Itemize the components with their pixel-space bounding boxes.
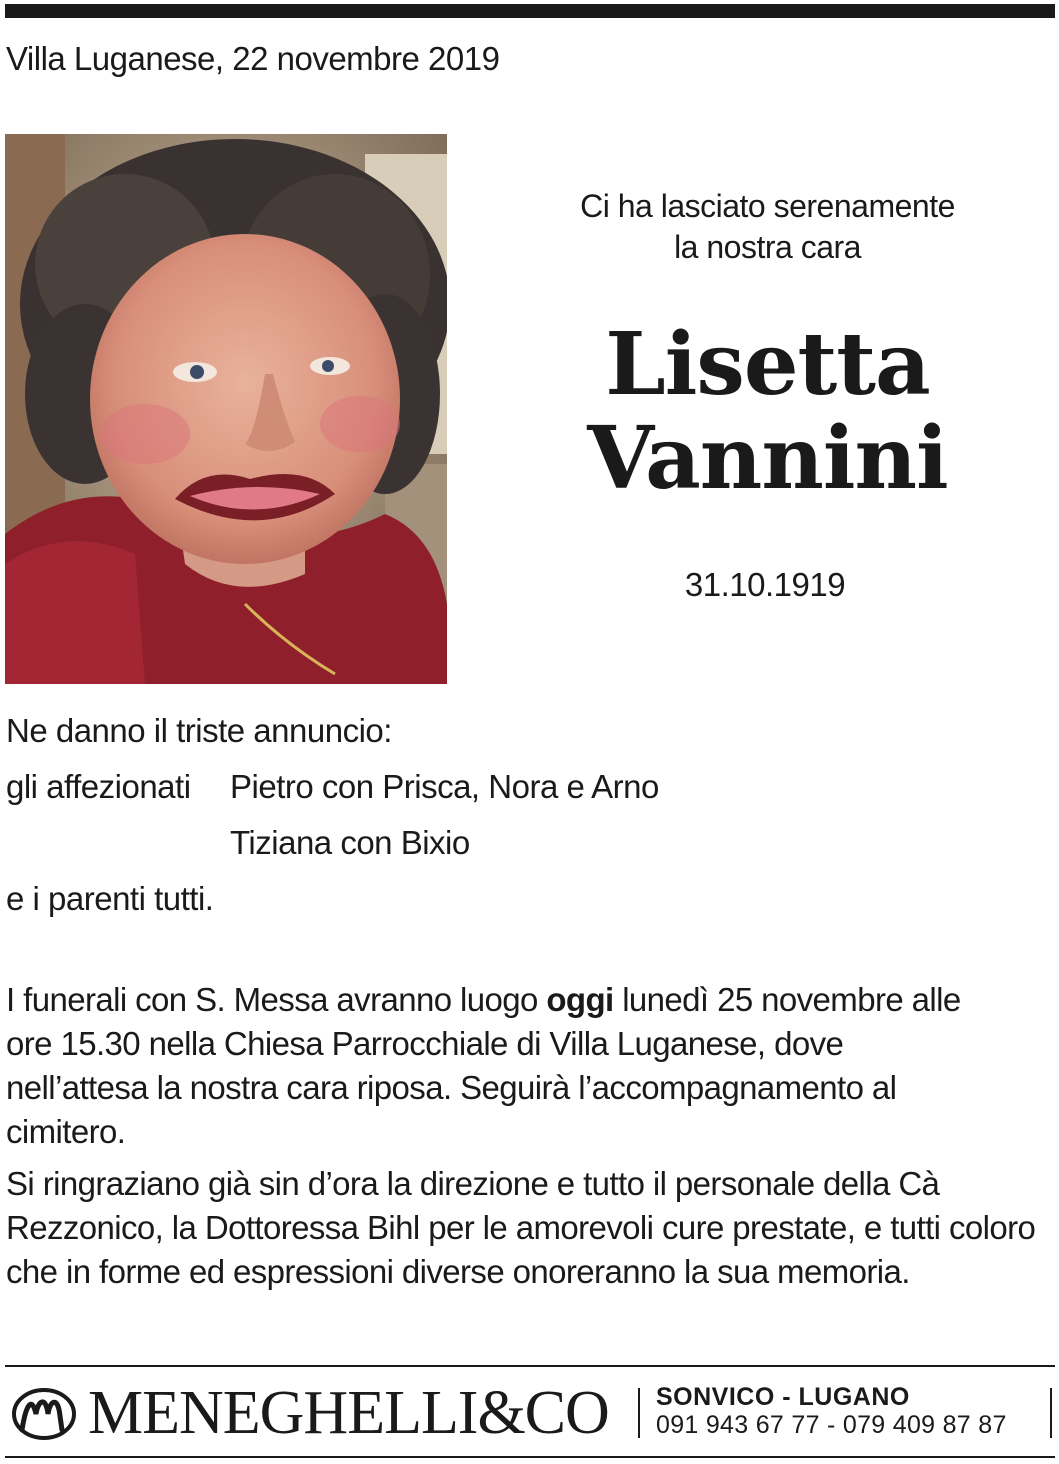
brand-phone: 091 943 67 77 - 079 409 87 87: [656, 1411, 1007, 1439]
portrait-photo: [5, 134, 447, 684]
place-date: Villa Luganese, 22 novembre 2019: [6, 40, 500, 77]
relative-line-1: Pietro con Prisca, Nora e Arno: [230, 768, 659, 805]
birth-date: 31.10.1919: [684, 566, 846, 603]
relative-line-2: Tiziana con Bixio: [230, 824, 470, 861]
footer-rule-bottom: [5, 1456, 1055, 1458]
footer-separator-right: [1050, 1388, 1052, 1438]
deceased-name: [470, 314, 1059, 509]
intro-line-1: Ci ha lasciato serenamente: [580, 188, 955, 224]
relatives-label: gli affezionati: [6, 768, 191, 805]
meneghelli-logo-icon: [10, 1384, 78, 1442]
first-name: Lisetta: [605, 314, 930, 415]
portrait-icon: [5, 134, 447, 684]
funeral-text-before: I funerali con S. Messa avranno luogo: [6, 981, 547, 1018]
last-name: Vannini: [587, 408, 948, 509]
funeral-paragraph: [6, 978, 961, 1154]
footer-rule-top: [5, 1365, 1055, 1367]
funeral-text-after: lunedì 25 novembre alle ore 15.30 nella Chiesa Parrocchiale di Villa Luganese, dove nell’attesa la nostra cara riposa. Seguirà l’accompagnamento al cimitero.: [6, 981, 961, 1150]
top-rule: [5, 4, 1055, 18]
brand-location: SONVICO - LUGANO: [656, 1383, 910, 1411]
intro-text: [520, 186, 1015, 268]
footer-separator: [638, 1388, 640, 1438]
thanks-paragraph: Si ringraziano già sin d’ora la direzione e tutto il personale della Cà Rezzonico, la Dottoressa Bihl per le amorevoli cure prestate, e tutti coloro che in forme ed espressioni diverse onoreranno la sua memoria.: [6, 1165, 1036, 1290]
funeral-emphasis: oggi: [546, 981, 614, 1018]
brand-name: MENEGHELLI&CO: [88, 1379, 609, 1447]
intro-line-2: la nostra cara: [674, 229, 861, 265]
announcement-closing: e i parenti tutti.: [6, 880, 214, 917]
announcement-heading: Ne danno il triste annuncio:: [6, 712, 392, 749]
